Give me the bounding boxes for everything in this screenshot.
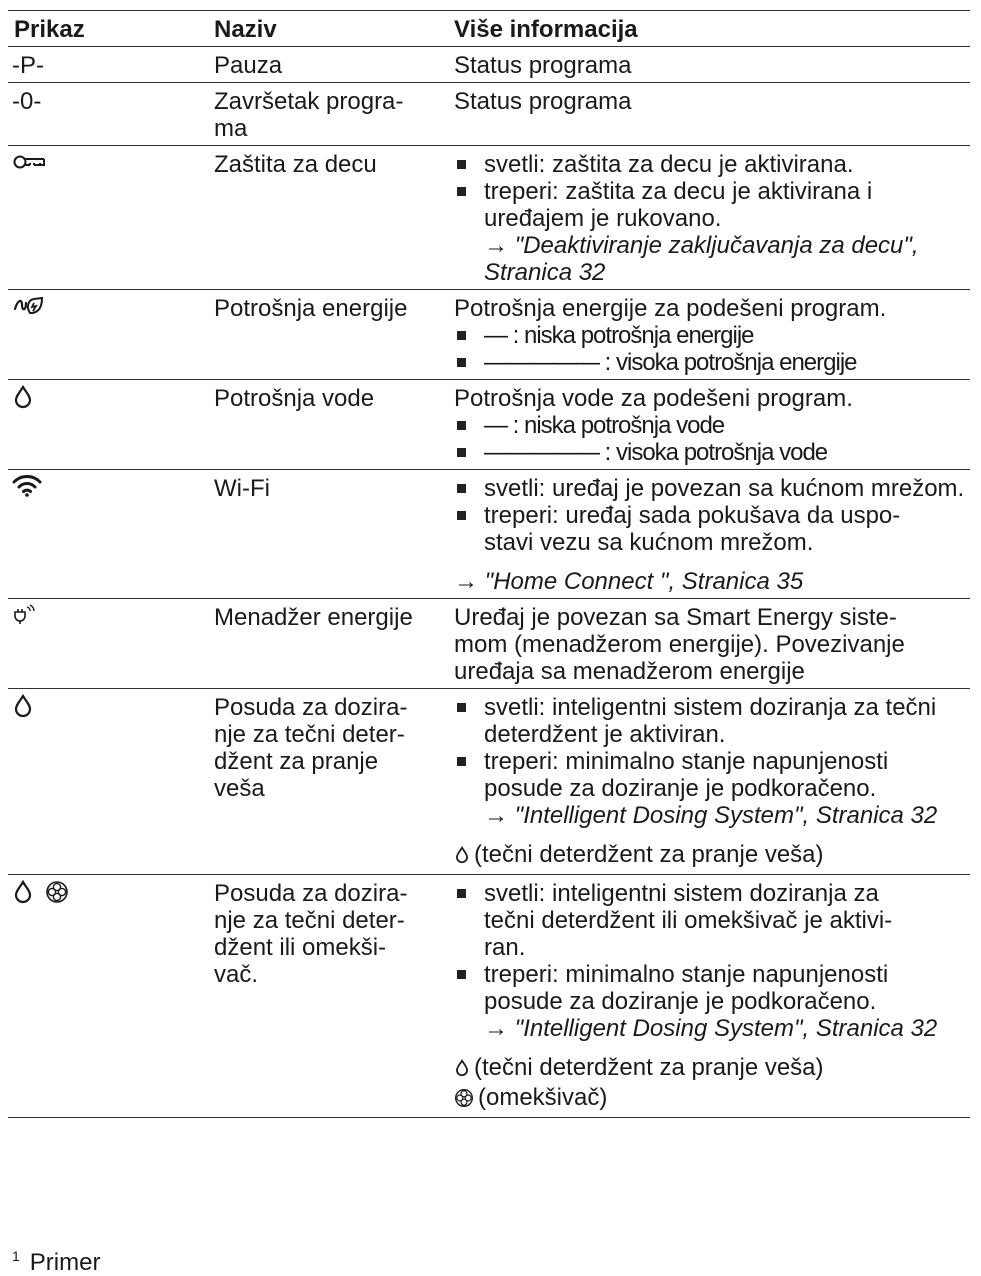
bullet-item: ————— : visoka potrošnja vode — [454, 439, 970, 466]
row-name-text: Posuda za dozira- nje za tečni deter- džent ili omekši- vač. — [214, 880, 408, 988]
row-name — [208, 689, 448, 875]
display-icon-cell — [8, 599, 208, 689]
page-reference-link[interactable]: → "Deaktiviranje zaključavanja za decu", Stranica 32 — [484, 232, 919, 286]
header-prikaz: Prikaz — [8, 11, 208, 47]
footnote-number: 1 — [12, 1248, 20, 1264]
row-name: Potrošnja vode — [208, 380, 448, 470]
water-drop-icon — [454, 844, 470, 871]
legend-text: (tečni deterdžent za pranje veša) — [474, 1054, 824, 1081]
table-row — [8, 146, 970, 290]
water-drop-icon — [12, 694, 34, 718]
row-info: Status programa — [448, 47, 970, 83]
display-icon-cell — [8, 146, 208, 290]
page-reference-link[interactable]: → "Home Connect ", Stranica 35 — [454, 568, 804, 595]
display-code: -P- — [8, 47, 208, 83]
bullet-list — [454, 151, 970, 286]
legend-note — [454, 841, 970, 871]
info-intro: Potrošnja vode za podešeni program. — [454, 385, 853, 412]
row-name: Pauza — [208, 47, 448, 83]
softener-flower-icon — [454, 1087, 474, 1114]
row-name-text: Posuda za dozira- nje za tečni deter- džent za pranje veša — [214, 694, 408, 802]
row-name — [208, 875, 448, 1118]
table-row — [8, 689, 970, 875]
footnote — [12, 1243, 100, 1276]
bullet-item — [454, 178, 970, 286]
bullet-item: svetli: inteligentni sistem doziranja za tečni deterdžent je aktiviran. — [454, 694, 970, 748]
table-row — [8, 83, 970, 146]
bullet-item — [454, 748, 970, 829]
row-name: Wi-Fi — [208, 470, 448, 599]
bullet-text: treperi: uređaj sada pokušava da uspo- stavi vezu sa kućnom mrežom. — [484, 502, 901, 556]
display-icon-cell — [8, 290, 208, 380]
bullet-list — [454, 880, 970, 1042]
bullet-item: ————— : visoka potrošnja energije — [454, 349, 970, 376]
bullet-text: svetli: inteligentni sistem doziranja za tečni deterdžent ili omekšivač je aktivi- ran. — [484, 880, 893, 961]
legend-note — [454, 1054, 970, 1084]
display-icon-cell — [8, 470, 208, 599]
bullet-list — [454, 475, 970, 556]
row-info — [448, 689, 970, 875]
row-name: Zaštita za decu — [208, 146, 448, 290]
energy-manager-icon — [12, 604, 38, 626]
bullet-list — [454, 694, 970, 829]
info-text: Uređaj je povezan sa Smart Energy siste- mom (menadžerom energije). Povezivanje uređaja sa menadžerom energije — [454, 604, 905, 685]
row-info — [448, 146, 970, 290]
child-lock-key-icon — [12, 151, 48, 173]
bullet-item: svetli: uređaj je povezan sa kućnom mrežom. — [454, 475, 970, 502]
footnote-text: Primer — [29, 1249, 101, 1276]
row-name-text: Završetak progra- ma — [214, 88, 404, 142]
display-icon-cell — [8, 689, 208, 875]
energy-consumption-icon — [12, 295, 48, 317]
bullet-item: — : niska potrošnja energije — [454, 322, 970, 349]
wifi-icon — [12, 475, 42, 497]
header-vise-informacija: Više informacija — [448, 11, 970, 47]
bullet-text: treperi: zaštita za decu je aktivirana i uređajem je rukovano. — [484, 178, 873, 232]
info-intro: Potrošnja energije za podešeni program. — [454, 295, 887, 322]
table-row — [8, 875, 970, 1118]
bullet-list — [454, 322, 970, 376]
row-name — [208, 83, 448, 146]
bullet-list — [454, 412, 970, 466]
display-icon-cell — [8, 380, 208, 470]
bullet-item: svetli: zaštita za decu je aktivirana. — [454, 151, 970, 178]
display-icon-cell — [8, 875, 208, 1118]
water-drop-icon — [12, 385, 34, 409]
row-info: Status programa — [448, 83, 970, 146]
legend-text: (omekšivač) — [478, 1084, 608, 1111]
table-row — [8, 380, 970, 470]
page-reference-link[interactable]: → "Intelligent Dosing System", Stranica 32 — [484, 1015, 938, 1042]
legend-text: (tečni deterdžent za pranje veša) — [474, 841, 824, 868]
display-code: -0- — [8, 83, 208, 146]
row-info — [448, 380, 970, 470]
info-table — [8, 10, 970, 1118]
bullet-item — [454, 961, 970, 1042]
table-row — [8, 599, 970, 689]
bullet-item: — : niska potrošnja vode — [454, 412, 970, 439]
water-drop-icon — [12, 880, 34, 904]
table-row — [8, 47, 970, 83]
row-name: Potrošnja energije — [208, 290, 448, 380]
softener-flower-icon — [45, 880, 69, 904]
table-header-row — [8, 11, 970, 47]
bullet-text: treperi: minimalno stanje napunjenosti posude za doziranje je podkoračeno. — [484, 961, 889, 1015]
header-naziv: Naziv — [208, 11, 448, 47]
row-info — [448, 290, 970, 380]
water-drop-icon — [454, 1057, 470, 1084]
row-info — [448, 470, 970, 599]
legend-note — [454, 1084, 970, 1114]
bullet-item — [454, 880, 970, 961]
row-info — [448, 875, 970, 1118]
row-name: Menadžer energije — [208, 599, 448, 689]
bullet-text: treperi: minimalno stanje napunjenosti posude za doziranje je podkoračeno. — [484, 748, 889, 802]
table-row — [8, 470, 970, 599]
bullet-item — [454, 502, 970, 556]
page-reference-link[interactable]: → "Intelligent Dosing System", Stranica 32 — [484, 802, 938, 829]
row-info — [448, 599, 970, 689]
table-row — [8, 290, 970, 380]
